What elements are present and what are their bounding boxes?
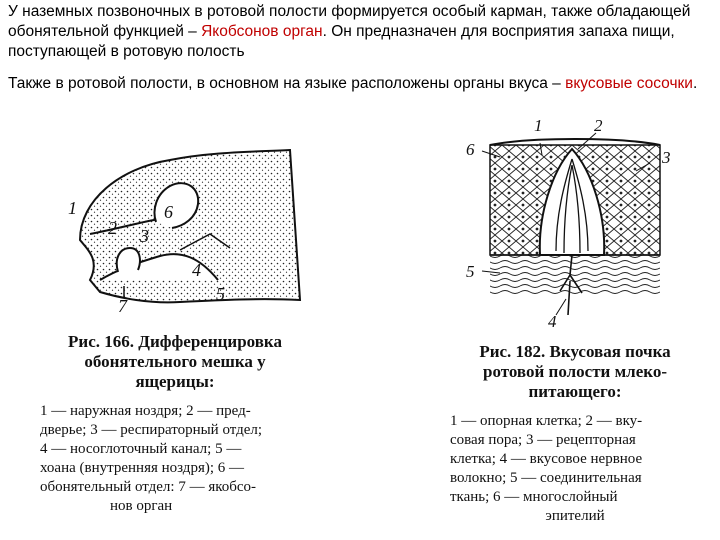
right-legend-line-5: ткань; 6 — многослойный xyxy=(450,489,618,505)
left-legend-line-2: дверье; 3 — респираторный отдел; xyxy=(40,422,263,438)
term-jacobson-organ: Якобсонов орган xyxy=(201,23,323,40)
left-label-3: 3 xyxy=(140,226,149,246)
left-label-4: 4 xyxy=(192,260,201,280)
right-caption-line-3: питающего: xyxy=(528,382,622,401)
right-legend-line-2: совая пора; 3 — рецепторная xyxy=(450,432,636,448)
left-caption-title xyxy=(40,332,310,392)
left-label-2: 2 xyxy=(108,218,117,238)
right-legend-line-4: волокно; 5 — соединительная xyxy=(450,470,642,486)
figure-olfactory-sac-drawing xyxy=(60,130,310,320)
left-label-1: 1 xyxy=(68,198,77,218)
right-label-1: 1 xyxy=(534,116,543,135)
left-caption-line-1: Рис. 166. Дифференцировка xyxy=(68,332,282,351)
left-label-6: 6 xyxy=(164,202,173,222)
right-label-4: 4 xyxy=(548,312,557,331)
right-label-5: 5 xyxy=(466,262,475,281)
left-legend-line-5: обонятельный отдел: 7 — якобсо- xyxy=(40,479,257,495)
paragraph-1-text-a: У наземных позвоночных в ротовой полости формируется особый карман, также обладающей обонятельной функцией – xyxy=(8,3,691,40)
right-label-3: 3 xyxy=(662,148,671,167)
right-label-6: 6 xyxy=(466,140,475,159)
right-legend-line-3: клетка; 4 — вкусовое нервное xyxy=(450,451,643,467)
paragraph-jacobson xyxy=(8,2,714,62)
left-label-5: 5 xyxy=(216,284,225,304)
term-taste-papillae: вкусовые сосочки xyxy=(565,75,693,92)
left-legend-line-6: нов орган xyxy=(110,498,173,514)
left-legend-line-1: 1 — наружная ноздря; 2 — пред- xyxy=(40,403,251,419)
right-caption-line-2: ротовой полости млеко- xyxy=(483,362,667,381)
right-caption-title xyxy=(450,342,700,402)
right-caption-line-1: Рис. 182. Вкусовая почка xyxy=(479,342,671,361)
figure-taste-bud-drawing xyxy=(460,115,690,335)
left-caption-line-2: обонятельного мешка у xyxy=(84,352,266,371)
left-label-7: 7 xyxy=(118,296,127,316)
paragraph-2-text-b: . xyxy=(692,75,698,92)
right-legend xyxy=(450,412,700,526)
paragraph-2-text-a: Также в ротовой полости, в основном на языке расположены органы вкуса – xyxy=(8,75,566,92)
right-legend-line-6: эпителий xyxy=(545,508,605,524)
left-legend-line-3: 4 — носоглоточный канал; 5 — xyxy=(40,441,242,457)
paragraph-1-text-b: . Он предназначен для восприятия запаха пищи, поступающей в ротовую полость xyxy=(8,23,675,60)
left-caption-line-3: ящерицы: xyxy=(135,372,215,391)
left-legend-line-4: хоана (внутренняя ноздря); 6 — xyxy=(40,460,245,476)
right-legend-line-1: 1 — опорная клетка; 2 — вку- xyxy=(450,413,643,429)
right-label-2: 2 xyxy=(594,116,603,135)
left-legend xyxy=(40,402,310,516)
paragraph-taste xyxy=(8,74,714,94)
